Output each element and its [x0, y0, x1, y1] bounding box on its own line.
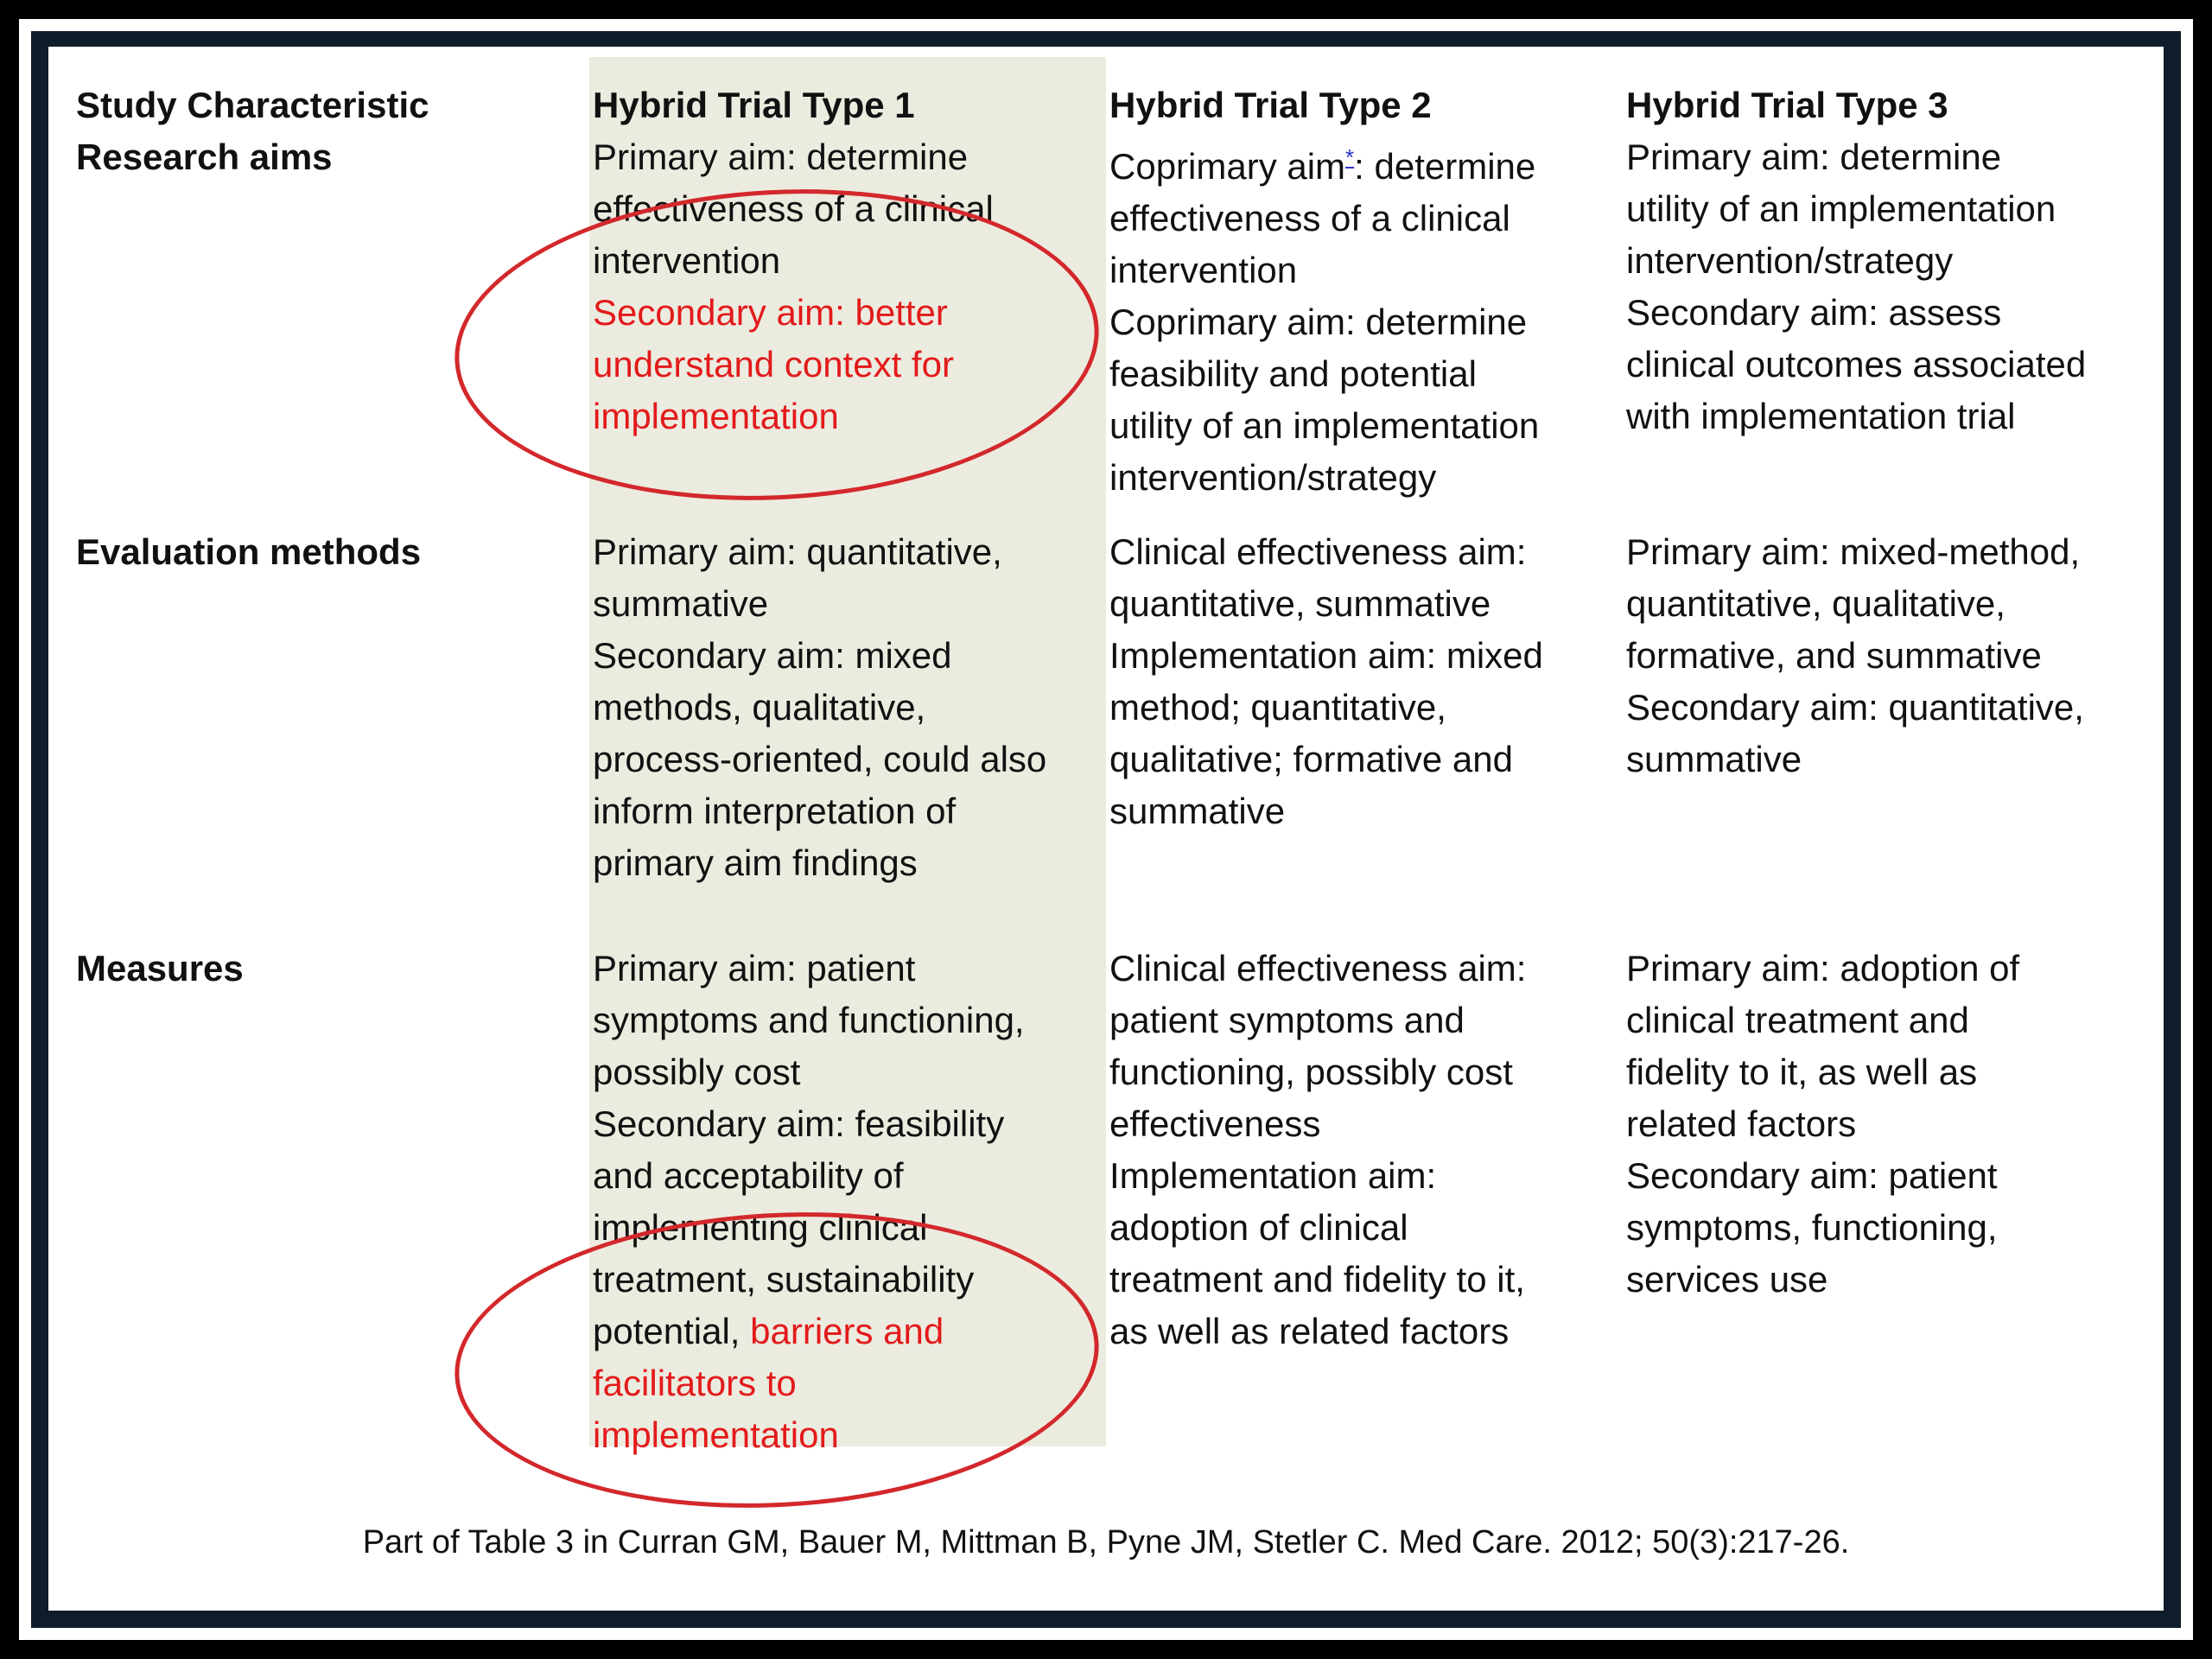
- text-line: Primary aim: mixed-method,: [1626, 531, 2081, 572]
- text-line: patient symptoms and: [1109, 1000, 1465, 1040]
- row-label-research-aims: Research aims: [76, 137, 333, 177]
- text-line: intervention/strategy: [1109, 457, 1437, 498]
- text-line: utility of an implementation: [1626, 188, 2056, 229]
- highlighted-line: implementation: [593, 396, 839, 436]
- row-label-evaluation-methods: Evaluation methods: [76, 531, 422, 572]
- highlighted-line: implementation: [593, 1414, 839, 1455]
- cell-measures-type2: [1109, 943, 1526, 1357]
- text-line: summative: [1109, 791, 1286, 831]
- text-line: clinical outcomes associated: [1626, 344, 2087, 385]
- text-line: Clinical effectiveness aim:: [1109, 948, 1527, 988]
- highlighted-line: facilitators to: [593, 1363, 797, 1403]
- text-line: intervention: [593, 240, 781, 281]
- text-line: and acceptability of: [593, 1155, 904, 1196]
- text-line: implementing clinical: [593, 1207, 928, 1248]
- highlighted-text: barriers and: [750, 1311, 944, 1351]
- text-line: treatment and fidelity to it,: [1109, 1259, 1525, 1300]
- coprimary-rest: : determine: [1354, 146, 1536, 187]
- cell-eval-type3: [1626, 526, 2084, 785]
- text-line: primary aim findings: [593, 842, 918, 883]
- text-line: method; quantitative,: [1109, 687, 1446, 728]
- source-caption: Part of Table 3 in Curran GM, Bauer M, Mittman B, Pyne JM, Stetler C. Med Care. 2012; 50(3):217-26.: [362, 1524, 1850, 1560]
- text-line: Secondary aim: quantitative,: [1626, 687, 2084, 728]
- text-line: Primary aim: quantitative,: [593, 531, 1002, 572]
- text-line: Primary aim: adoption of: [1626, 948, 2020, 988]
- text-line: intervention/strategy: [1626, 240, 1954, 281]
- text-line: effectiveness: [1109, 1103, 1321, 1144]
- text-line: related factors: [1626, 1103, 1857, 1144]
- text-line: clinical treatment and: [1626, 1000, 1969, 1040]
- text-line: adoption of clinical: [1109, 1207, 1408, 1248]
- text-line: Primary aim: determine: [593, 137, 969, 177]
- text-line: Secondary aim: assess: [1626, 292, 2002, 333]
- text-line: treatment, sustainability: [593, 1259, 975, 1300]
- cell-measures-type3: [1626, 943, 2019, 1306]
- potential-text: potential,: [593, 1311, 751, 1351]
- cell-eval-type2: [1109, 526, 1543, 837]
- header-hybrid-type-1: Hybrid Trial Type 1: [593, 85, 915, 125]
- text-line: intervention: [1109, 250, 1298, 290]
- text-line: feasibility and potential: [1109, 353, 1477, 394]
- text-line: Coprimary aim: determine: [1109, 302, 1528, 342]
- text-line: formative, and summative: [1626, 635, 2042, 676]
- text-line: Primary aim: patient: [593, 948, 916, 988]
- text-line: Secondary aim: mixed: [593, 635, 952, 676]
- text-line: effectiveness of a clinical: [593, 188, 994, 229]
- text-line: utility of an implementation: [1109, 405, 1540, 446]
- text-line: [1109, 131, 1539, 193]
- text-line: methods, qualitative,: [593, 687, 926, 728]
- text-line: Implementation aim: mixed: [1109, 635, 1543, 676]
- text-line: Secondary aim: patient: [1626, 1155, 1998, 1196]
- highlighted-line: understand context for: [593, 344, 954, 385]
- text-line: symptoms and functioning,: [593, 1000, 1025, 1040]
- text-line: Secondary aim: feasibility: [593, 1103, 1005, 1144]
- text-line: functioning, possibly cost: [1109, 1052, 1513, 1092]
- text-line: process-oriented, could also: [593, 739, 1047, 779]
- text-line: quantitative, summative: [1109, 583, 1491, 624]
- text-line: Primary aim: determine: [1626, 137, 2002, 177]
- highlighted-line: Secondary aim: better: [593, 292, 948, 333]
- header-hybrid-type-3: Hybrid Trial Type 3: [1626, 85, 1948, 125]
- row-label-measures: Measures: [76, 948, 244, 988]
- table-panel: [48, 47, 2164, 1611]
- text-line: qualitative; formative and: [1109, 739, 1513, 779]
- text-line: fidelity to it, as well as: [1626, 1052, 1978, 1092]
- header-hybrid-type-2: Hybrid Trial Type 2: [1109, 85, 1432, 125]
- text-line: inform interpretation of: [593, 791, 957, 831]
- footnote-asterisk-link[interactable]: *: [1345, 144, 1355, 170]
- text-line: Clinical effectiveness aim:: [1109, 531, 1527, 572]
- text-line: summative: [593, 583, 769, 624]
- cell-eval-type1: [593, 526, 1046, 889]
- text-line: summative: [1626, 739, 1802, 779]
- text-line: services use: [1626, 1259, 1828, 1300]
- cell-aims-type2: [1109, 131, 1539, 504]
- text-line: effectiveness of a clinical: [1109, 198, 1510, 238]
- cell-aims-type3: [1626, 131, 2086, 442]
- text-line: symptoms, functioning,: [1626, 1207, 1998, 1248]
- text-line: Implementation aim:: [1109, 1155, 1437, 1196]
- text-line: quantitative, qualitative,: [1626, 583, 2005, 624]
- header-study-characteristic: Study Characteristic: [76, 85, 429, 125]
- text-line: with implementation trial: [1626, 396, 2016, 436]
- text-line: as well as related factors: [1109, 1311, 1510, 1351]
- coprimary-text: Coprimary aim: [1109, 146, 1346, 187]
- text-line: possibly cost: [593, 1052, 801, 1092]
